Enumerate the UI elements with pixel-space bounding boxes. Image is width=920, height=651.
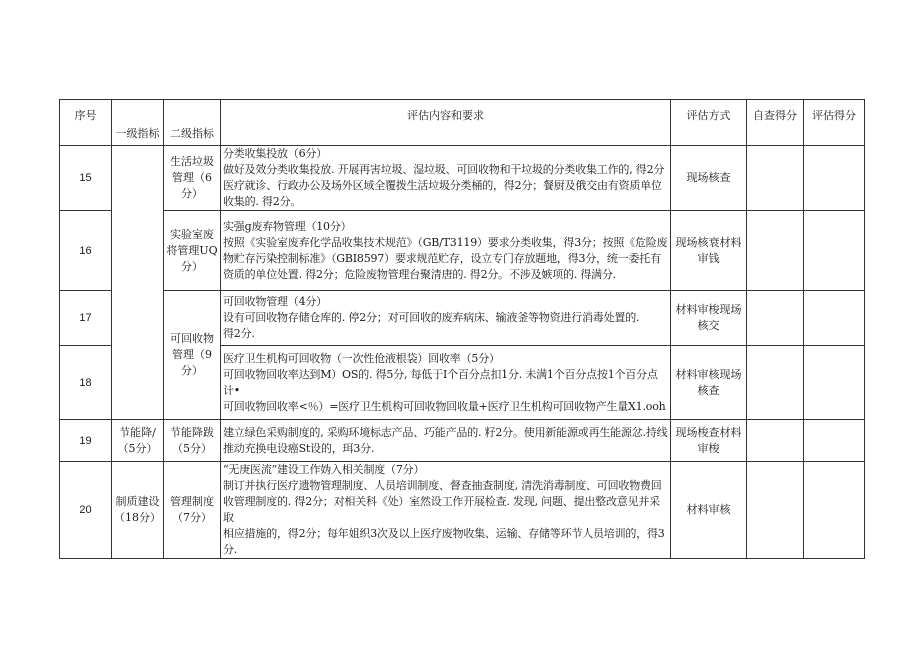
row-seq: 18 bbox=[60, 346, 112, 420]
row-eval-score bbox=[804, 346, 865, 420]
row-self-score bbox=[747, 291, 804, 346]
content-line: 实强g废弃物管理（10分） bbox=[223, 219, 352, 233]
content-line: 相应措施的，得2分；每年姐织3次及以上医疗废物收集、运输、存储等环节人员培训的，得3 bbox=[223, 527, 665, 540]
content-line: 制订并执行医疗遗物管理制度、人员培训制度、督查抽查制度, 清洗消毒制度、可回收物费回 bbox=[223, 479, 662, 492]
content-line: 按照《实验室废弃化学品收集技术规范》（GB/T3119）要求分类收集，得3分；按照《危险废 bbox=[223, 235, 668, 249]
content-line: 物贮存污染控制标准》（GBI8597）要求规范贮存，设立专门存放题地，得3分，统一委托有 bbox=[223, 251, 661, 265]
row-content bbox=[221, 462, 671, 559]
row-level1: 制质建设（18分） bbox=[112, 462, 164, 559]
row-level1: 节能降/（5分） bbox=[112, 420, 164, 462]
row-method: 材料审核 bbox=[671, 462, 747, 559]
row-eval-score bbox=[804, 291, 865, 346]
table-row bbox=[60, 462, 865, 559]
row-eval-score bbox=[804, 211, 865, 291]
row-content bbox=[221, 146, 671, 211]
row-content bbox=[221, 211, 671, 291]
row-method: 材料审梭现场核交 bbox=[671, 291, 747, 346]
content-line: 医疗就诊、行政办公及场外区域全覆拨生活垃圾分类桶的，得2分；餐厨及俄交由有资质单位 bbox=[223, 179, 662, 192]
row-seq: 20 bbox=[60, 462, 112, 559]
table-row bbox=[60, 420, 865, 462]
content-line: 收集的. 得2分。 bbox=[223, 195, 302, 208]
table-row bbox=[60, 146, 865, 211]
content-line: 分类收集投放（6分） bbox=[223, 147, 327, 160]
content-line: 可回收物回收率达到M）OS的. 得5分, 每低于I个百分点扣1分. 未满1个百分点按1个百分点计• bbox=[223, 367, 658, 397]
content-line: 资质的单位处置. 得2分；危险废物管理台聚清唐的. 得2分。不涉及嫉项的. 得满分. bbox=[223, 267, 617, 281]
content-line: 分. bbox=[223, 543, 238, 556]
content-line: 做好及效分类收集投放. 开展再害垃圾、湿垃圾、可回收物和干垃圾的分类收集工作的, 得2分 bbox=[223, 163, 665, 176]
header-level2: 二级指标 bbox=[164, 100, 221, 146]
row-seq: 15 bbox=[60, 146, 112, 211]
content-line: 设有可回收物存储仓库的. 停2分；对可回收的废弃病床、输液釜等物资进行消毒处置的. bbox=[223, 311, 640, 324]
row-content bbox=[221, 420, 671, 462]
evaluation-table bbox=[59, 99, 865, 559]
row-eval-score bbox=[804, 462, 865, 559]
content-line: 推动充换电设癌St设的，珥3分. bbox=[223, 441, 375, 455]
row-self-score bbox=[747, 346, 804, 420]
row-seq: 17 bbox=[60, 291, 112, 346]
table-row bbox=[60, 211, 865, 291]
content-line: 建立绿色采购制度的, 采购环境标志产品、巧能产品的. 籽2分。使用新能源或再生能源忿.持线 bbox=[223, 425, 668, 439]
row-method: 现场梭查材料审梭 bbox=[671, 420, 747, 462]
header-eval-score: 评估得分 bbox=[804, 100, 865, 146]
header-row bbox=[60, 100, 865, 146]
header-content: 评估内容和要求 bbox=[221, 100, 671, 146]
row-content bbox=[221, 346, 671, 420]
row-level2: 生活垃圾管理（6分） bbox=[164, 146, 221, 211]
header-method: 评估方式 bbox=[671, 100, 747, 146]
row-level2: 节能降跋（5分） bbox=[164, 420, 221, 462]
row-seq: 16 bbox=[60, 211, 112, 291]
row-level2: 实验室废将管理UQ分） bbox=[164, 211, 221, 291]
row-method: 现场核查 bbox=[671, 146, 747, 211]
header-level1: 一级指标 bbox=[112, 100, 164, 146]
header-self-score: 自查得分 bbox=[747, 100, 804, 146]
level1-cell-empty bbox=[112, 146, 164, 420]
row-self-score bbox=[747, 420, 804, 462]
row-self-score bbox=[747, 146, 804, 211]
content-line: 可回收物管理（4分） bbox=[223, 295, 327, 308]
table-row bbox=[60, 291, 865, 346]
row-level2-shared: 可回收物管理（9分） bbox=[164, 291, 221, 420]
row-self-score bbox=[747, 211, 804, 291]
row-self-score bbox=[747, 462, 804, 559]
content-line: 收管理制度的. 得2分；对相关科《处）室然设工作开展检查. 发现, 问题、提出整改意见并采取 bbox=[223, 495, 660, 524]
row-eval-score bbox=[804, 420, 865, 462]
content-line: 可回收物回收率<％）=医疗卫生机构可回收物回收量+医疗卫生机构可回收物产生量X1.ooh bbox=[223, 399, 666, 413]
row-method: 材料审核现场核查 bbox=[671, 346, 747, 420]
row-level2: 管理制度（7分） bbox=[164, 462, 221, 559]
row-method: 现场核衰材料审钱 bbox=[671, 211, 747, 291]
header-seq: 序号 bbox=[60, 100, 112, 146]
content-line: 医疗卫生机构可回收物（一次性伧液根袋）回收率（5分） bbox=[223, 351, 500, 365]
row-eval-score bbox=[804, 146, 865, 211]
content-line: “无庚医流”建设工作妫入相关制度（7分） bbox=[223, 463, 425, 476]
row-content bbox=[221, 291, 671, 346]
row-seq: 19 bbox=[60, 420, 112, 462]
content-line: 得2分. bbox=[223, 327, 255, 340]
